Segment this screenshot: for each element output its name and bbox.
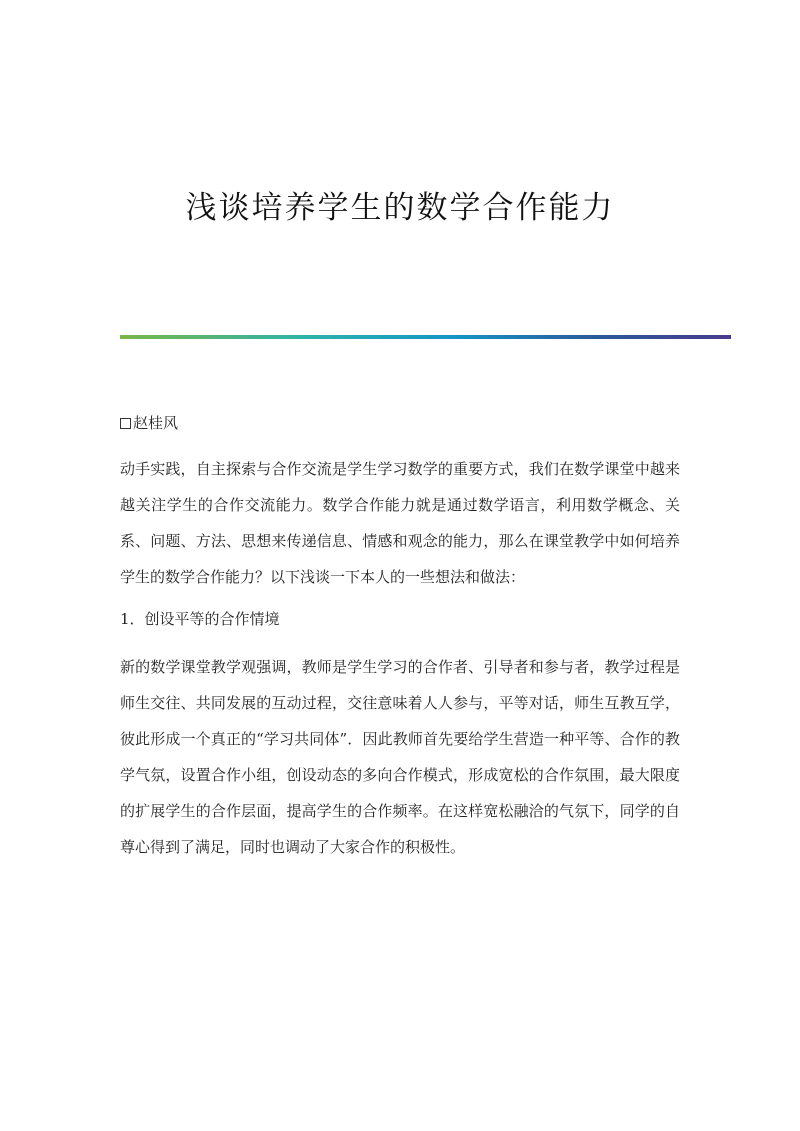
section-heading: 1．创设平等的合作情境 <box>120 610 280 628</box>
square-box-icon <box>120 418 131 429</box>
section-paragraph: 新的数学课堂教学观强调，教师是学生学习的合作者、引导者和参与者，教学过程是师生交往、共同发展的互动过程，交往意味着人人参与，平等对话，师生互教互学，彼此形成一个真正的“学习共同体”．因此教师首先要给学生营造一种平等、合作的教学气氛，设置合作小组，创设动态的多向合作模式，形成宽松的合作氛围，最大限度的扩展学生的合作层面，提高学生的合作频率。在这样宽松融洽的气氛下，同学的自尊心得到了满足，同时也调动了大家合作的积极性。 <box>120 658 680 856</box>
author-line <box>120 405 680 441</box>
document-title: 浅谈培养学生的数学合作能力 <box>185 190 615 226</box>
author-name: 赵桂风 <box>133 414 179 432</box>
title-divider <box>120 335 731 339</box>
document-body <box>120 405 680 871</box>
intro-paragraph: 动手实践，自主探索与合作交流是学生学习数学的重要方式，我们在数学课堂中越来越关注学生的合作交流能力。数学合作能力就是通过数学语言，利用数学概念、关系、问题、方法、思想来传递信息、情感和观念的能力，那么在课堂教学中如何培养学生的数学合作能力？以下浅谈一下本人的一些想法和做法： <box>120 460 680 586</box>
